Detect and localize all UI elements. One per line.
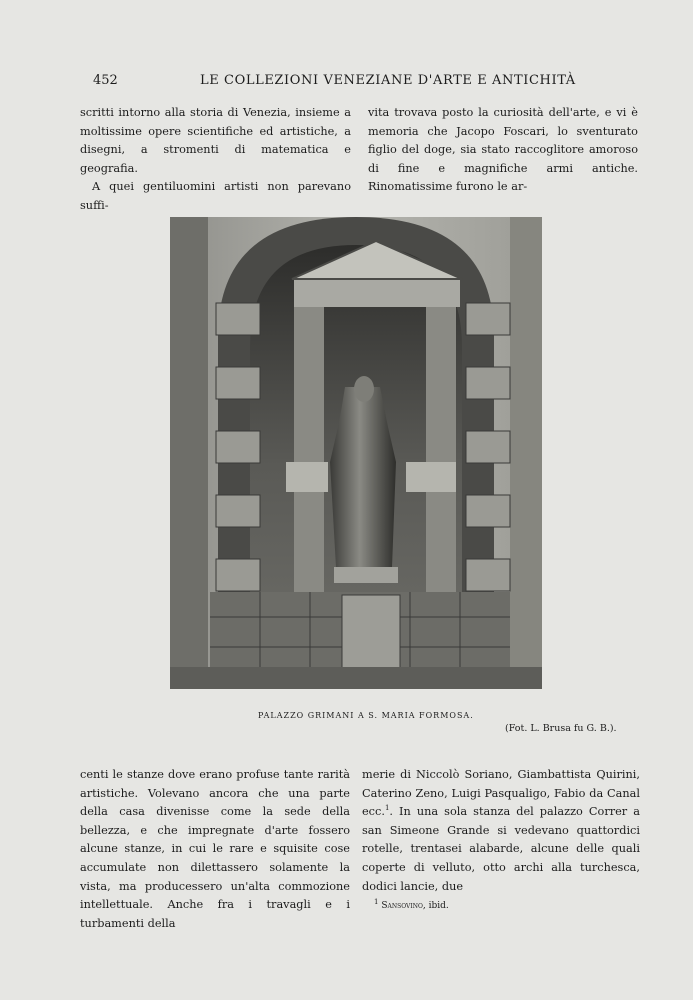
paragraph: A quei gentiluomini artisti non parevano suffi- xyxy=(80,180,351,212)
text-before-footnote-ref: merie di Niccolò Soriano, Giambattista Quirini, Caterino Zeno, Luigi Pasqualigo, Fabio da Canal ecc. xyxy=(362,768,640,819)
bottom-left-column xyxy=(80,766,350,933)
footnote-author: Sansovino xyxy=(381,901,423,912)
text-after-footnote-ref: . In una sola stanza del palazzo Correr a san Simeone Grande si vedevano quattordici rotelle, trentasei alabarde, alcune delle quali coperte di velluto, otto archi alla turchesca, dodici lancie, due xyxy=(362,805,640,893)
top-left-column xyxy=(80,104,351,216)
page-number: 452 xyxy=(93,73,118,88)
figure-caption: PALAZZO GRIMANI A S. MARIA FORMOSA. xyxy=(258,711,474,720)
paragraph: scritti intorno alla storia di Venezia, insieme a moltissime opere scientifiche ed artistiche, a disegni, a stromenti di matematica e geografia. xyxy=(80,106,351,175)
running-title: LE COLLEZIONI VENEZIANE D'ARTE E ANTICHITÀ xyxy=(200,73,576,88)
footnote-reference: 1 xyxy=(384,804,390,813)
footnote-mark: 1 xyxy=(374,898,379,907)
top-right-column xyxy=(368,104,638,197)
paragraph xyxy=(362,766,640,896)
bottom-right-column xyxy=(362,766,640,912)
statue-niche-illustration xyxy=(170,217,542,689)
paragraph: vita trovava posto la curiosità dell'arte, e vi è memoria che Jacopo Foscari, lo sventurato figlio del doge, sia stato raccoglitore amoroso di fine e magnifiche armi antiche. Rinomatissime furono le ar- xyxy=(368,106,638,194)
paragraph: centi le stanze dove erano profuse tante rarità artistiche. Volevano ancora che una parte della casa divenisse come la sede della bellezza, e che impregnate d'arte fossero alcune stanze, in cui le rare e squisite cose accumulate non dilettassero solamente la vista, ma producessero un'alta commozione intellettuale. Anche fra i travagli e i turbamenti della xyxy=(80,768,350,930)
palazzo-grimani-niche-photo xyxy=(170,217,542,689)
footnote xyxy=(362,900,640,912)
photo-credit: (Fot. L. Brusa fu G. B.). xyxy=(505,723,617,734)
footnote-reference-text: , ibid. xyxy=(422,901,449,912)
